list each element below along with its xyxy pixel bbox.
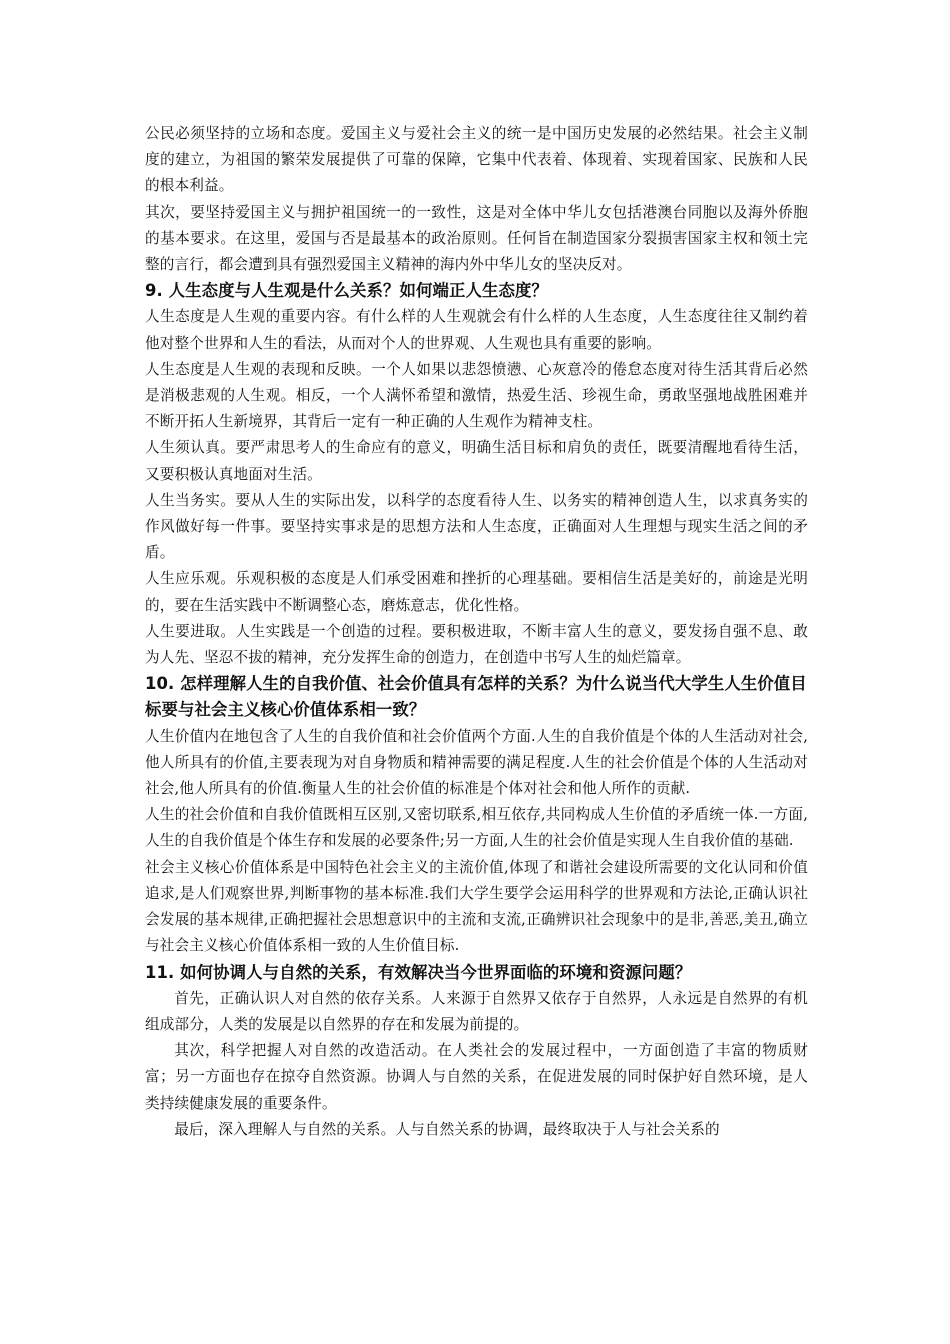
heading-question-10: 10. 怎样理解人生的自我价值、社会价值具有怎样的关系？为什么说当代大学生人生价值目标要与社会主义核心价值体系相一致？ bbox=[145, 674, 807, 720]
paragraph-life-practical: 人生当务实。要从人生的实际出发，以科学的态度看待人生、以务实的精神创造人生，以求真务实的作风做好每一件事。要坚持实事求是的思想方法和人生态度，正确面对人生理想与现实生活之间的矛盾。 bbox=[145, 491, 808, 562]
paragraph-life-optimistic: 人生应乐观。乐观积极的态度是人们承受困难和挫折的心理基础。要相信生活是美好的，前途是光明的，要在生活实践中不断调整心态，磨炼意志，优化性格。 bbox=[145, 570, 808, 614]
paragraph-nature-dependence: 首先，正确认识人对自然的依存关系。人来源于自然界又依存于自然界，人永远是自然界的有机组成部分，人类的发展是以自然界的存在和发展为前提的。 bbox=[145, 989, 808, 1033]
paragraph-value-relation: 人生的社会价值和自我价值既相互区别,又密切联系,相互依存,共同构成人生价值的矛盾统一体.一方面,人生的自我价值是个体生存和发展的必要条件;另一方面,人生的社会价值是实现人生自我价值的基础. bbox=[145, 806, 808, 850]
paragraph-nature-transformation: 其次，科学把握人对自然的改造活动。在人类社会的发展过程中，一方面创造了丰富的物质财富；另一方面也存在掠夺自然资源。协调人与自然的关系，在促进发展的同时保护好自然环境，是人类持续健康发展的重要条件。 bbox=[145, 1042, 808, 1112]
paragraph-attitude-reflection: 人生态度是人生观的表现和反映。一个人如果以悲怨愤懑、心灰意冷的倦怠态度对待生活其背后必然是消极悲观的人生观。相反，一个人满怀希望和激情，热爱生活、珍视生命，勇敢坚强地战胜困难并不断开拓人生新境界，其背后一定有一种正确的人生观作为精神支柱。 bbox=[145, 360, 808, 431]
paragraph-life-enterprising: 人生要进取。人生实践是一个创造的过程。要积极进取，不断丰富人生的意义，要发扬自强不息、敢为人先、坚忍不拔的精神，充分发挥生命的创造力，在创造中书写人生的灿烂篇章。 bbox=[145, 622, 808, 667]
paragraph-patriotism-unity: 其次，要坚持爱国主义与拥护祖国统一的一致性，这是对全体中华儿女包括港澳台同胞以及海外侨胞的基本要求。在这里，爱国与否是最基本的政治原则。任何旨在制造国家分裂损害国家主权和领土完整的言行，都会遭到具有强烈爱国主义精神的海内外中华儿女的坚决反对。 bbox=[145, 203, 808, 274]
paragraph-core-values: 社会主义核心价值体系是中国特色社会主义的主流价值,体现了和谐社会建设所需要的文化认同和价值追求,是人们观察世界,判断事物的基本标准.我们大学生要学会运用科学的世界观和方法论,正确认识社会发展的基本规律,正确把握社会思想意识中的主流和支流,正确辨识社会现象中的是非,善恶,美丑,确立与社会主义核心价值体系相一致的人生价值目标. bbox=[145, 858, 808, 955]
paragraph-nature-relationship: 最后，深入理解人与自然的关系。人与自然关系的协调，最终取决于人与社会关系的 bbox=[174, 1120, 720, 1138]
paragraph-patriotism-socialism: 公民必须坚持的立场和态度。爱国主义与爱社会主义的统一是中国历史发展的必然结果。社会主义制度的建立，为祖国的繁荣发展提供了可靠的保障，它集中代表着、体现着、实现着国家、民族和人民的根本利益。 bbox=[145, 125, 808, 195]
paragraph-attitude-content: 人生态度是人生观的重要内容。有什么样的人生观就会有什么样的人生态度，人生态度往往又制约着他对整个世界和人生的看法，从而对个人的世界观、人生观也具有重要的影响。 bbox=[145, 308, 808, 352]
heading-question-11: 11. 如何协调人与自然的关系，有效解决当今世界面临的环境和资源问题？ bbox=[145, 962, 692, 982]
heading-question-9: 9. 人生态度与人生观是什么关系？如何端正人生态度？ bbox=[145, 281, 548, 301]
paragraph-value-definition: 人生价值内在地包含了人生的自我价值和社会价值两个方面.人生的自我价值是个体的人生活动对社会,他人所具有的价值,主要表现为对自身物质和精神需要的满足程度.人生的社会价值是个体的人生活动对社会,他人所具有的价值.衡量人生的社会价值的标准是个体对社会和他人所作的贡献. bbox=[145, 727, 808, 798]
paragraph-life-serious: 人生须认真。要严肃思考人的生命应有的意义，明确生活目标和肩负的责任，既要清醒地看待生活，又要积极认真地面对生活。 bbox=[145, 439, 808, 483]
